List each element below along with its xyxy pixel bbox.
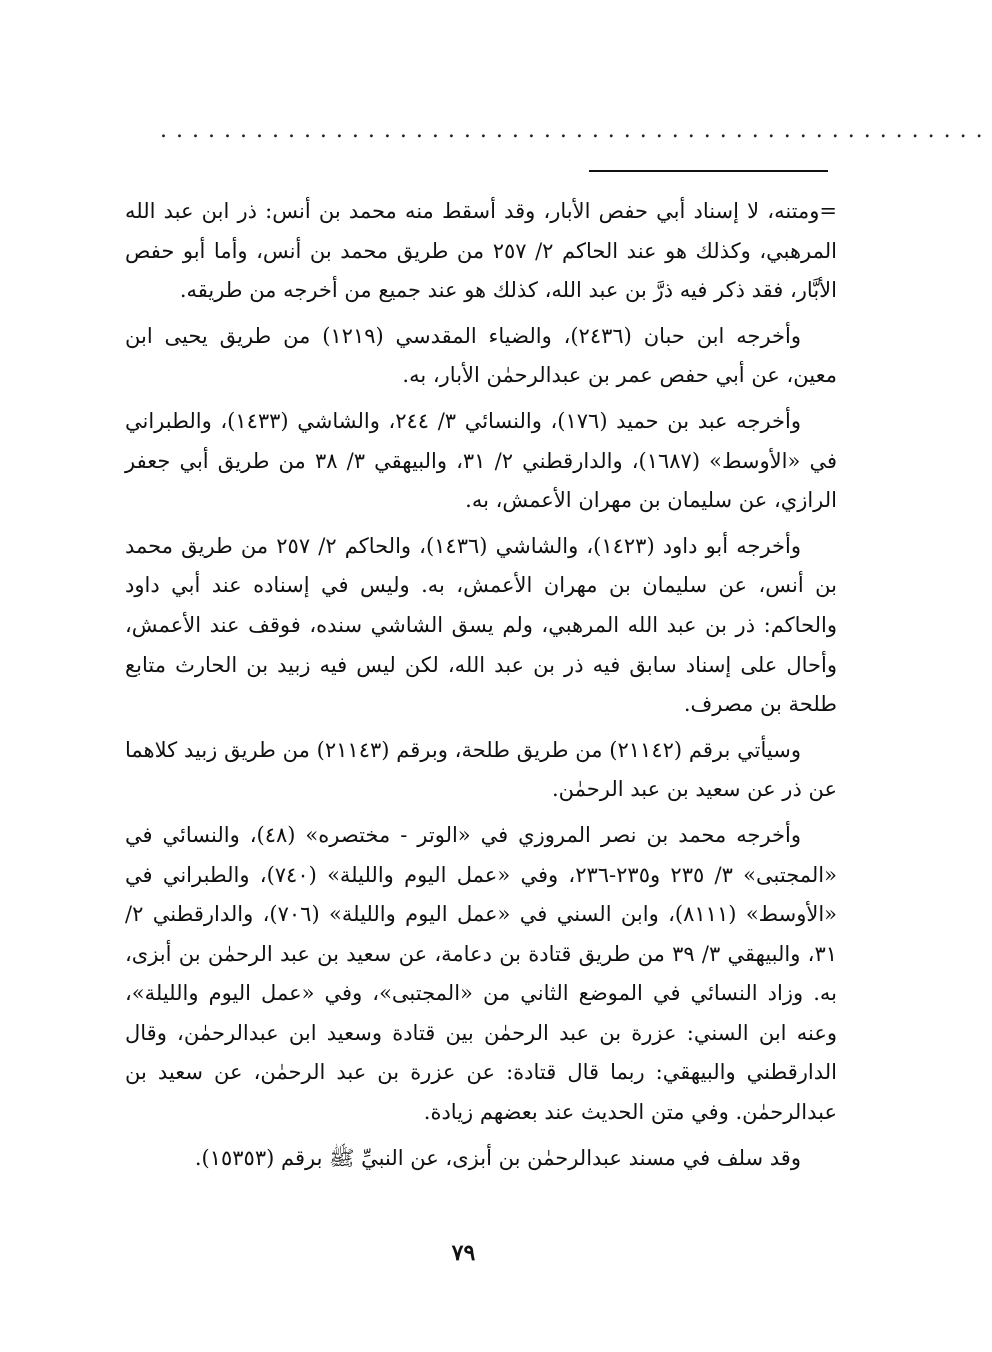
paragraph-forthcoming: وسيأتي برقم (٢١١٤٢) من طريق طلحة، وبرقم (٢١١٤٣) من طريق زبيد كلاهما عن ذر عن سعيد بن عبد الرحمٰن. xyxy=(125,737,837,802)
dotted-separator: .................................................... xyxy=(160,118,992,143)
page-number: ٧٩ xyxy=(451,1240,476,1266)
paragraph-abd-bin-humaid: وأخرجه عبد بن حميد (١٧٦)، والنسائي ٣/ ٢٤٤، والشاشي (١٤٣٣)، والطبراني في «الأوسط» (١٦٨٧)، والدارقطني ٢/ ٣١، والبيهقي ٣/ ٣٨ من طريق أبي جعفر الرازي، عن سليمان بن مهران الأعمش، به. xyxy=(125,408,837,513)
paragraph-abu-dawud: وأخرجه أبو داود (١٤٢٣)، والشاشي (١٤٣٦)، والحاكم ٢/ ٢٥٧ من طريق محمد بن أنس، عن سليمان بن مهران الأعمش، به. وليس في إسناده عند أبي داود والحاكم: ذر بن عبد الله المرهبي، ولم يسق الشاشي سنده، فوقف عند الأعمش، وأحال على إسناد سابق فيه ذر بن عبد الله، لكن ليس فيه زبيد بن الحارث متابع طلحة بن مصرف. xyxy=(125,533,837,717)
footnote-rule xyxy=(589,170,828,172)
paragraph-marwazi: وأخرجه محمد بن نصر المروزي في «الوتر - مختصره» (٤٨)، والنسائي في «المجتبى» ٣/ ٢٣٥ و٢٣٥-٢٣٦، وفي «عمل اليوم والليلة» (٧٤٠)، والطبراني في «الأوسط» (٨١١١)، وابن السني في «عمل اليوم والليلة» (٧٠٦)، والدارقطني ٢/ ٣١، والبيهقي ٣/ ٣٩ من طريق قتادة بن دعامة، عن سعيد بن عبد الرحمٰن بن أبزى، به. وزاد النسائي في الموضع الثاني من «المجتبى»، وفي «عمل اليوم والليلة»، وعنه ابن السني: عزرة بن عبد الرحمٰن بين قتادة وسعيد ابن عبدالرحمٰن، وقال الدارقطني والبيهقي: ربما قال قتادة: عن عزرة بن عبد الرحمٰن، عن سعيد بن عبدالرحمٰن. وفي متن الحديث عند بعضهم زيادة. xyxy=(125,822,837,1125)
paragraph-continuation: =ومتنه، لا إسناد أبي حفص الأبار، وقد أسقط منه محمد بن أنس: ذر ابن عبد الله المرهبي، وكذلك هو عند الحاكم ٢/ ٢٥٧ من طريق محمد بن أنس، وأما أبو حفص الأبَّار، فقد ذكر فيه ذرَّ بن عبد الله، كذلك هو عند جميع من أخرجه من طريقه. xyxy=(125,199,837,303)
footnote-text xyxy=(125,192,837,1184)
paragraph-ibn-hibban: وأخرجه ابن حبان (٢٤٣٦)، والضياء المقدسي (١٢١٩) من طريق يحيى ابن معين، عن أبي حفص عمر بن عبدالرحمٰن الأبار، به. xyxy=(125,323,837,388)
paragraph-previous: وقد سلف في مسند عبدالرحمٰن بن أبزى، عن النبيِّ ﷺ برقم (١٥٣٥٣). xyxy=(194,1145,801,1170)
